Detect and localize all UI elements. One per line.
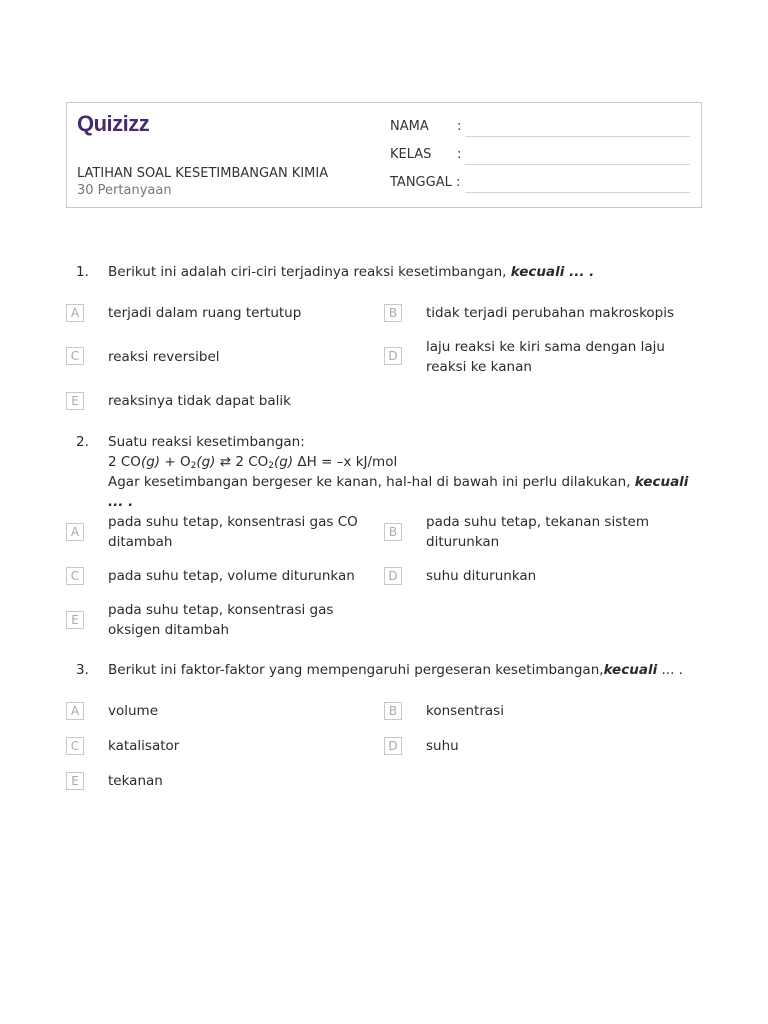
question-tail: ... . — [657, 662, 683, 678]
option-text: volume — [108, 703, 159, 719]
question-number: 1. — [76, 264, 89, 280]
worksheet-header — [66, 102, 702, 208]
date-line[interactable] — [465, 192, 690, 193]
question-tail: ... . — [564, 264, 595, 280]
class-label: KELAS — [390, 147, 432, 162]
name-field — [390, 119, 690, 139]
eq-enthalpy: ΔH = –x kJ/mol — [293, 454, 398, 470]
option-letter-c: C — [66, 347, 84, 365]
option-text: katalisator — [108, 738, 180, 754]
option-text: suhu — [426, 738, 459, 754]
eq-part: 2 CO — [108, 454, 141, 470]
option-text: tekanan — [108, 773, 163, 789]
equilibrium-arrow-icon: ⇄ — [215, 454, 236, 470]
name-label: NAMA — [390, 119, 429, 134]
eq-phase: (g) — [274, 454, 294, 470]
reaction-equation — [108, 452, 708, 472]
option-text: reaksi reversibel — [108, 349, 220, 365]
option-letter-e: E — [66, 611, 84, 629]
emphasis-kecuali: kecuali ... . — [108, 474, 689, 510]
option-letter-a: A — [66, 523, 84, 541]
class-line[interactable] — [465, 164, 690, 165]
option-text: pada suhu tetap, tekanan sistem diturunkan — [426, 514, 649, 550]
option-letter-b: B — [384, 523, 402, 541]
option-letter-d: D — [384, 567, 402, 585]
name-line[interactable] — [465, 136, 690, 137]
question-stem: Berikut ini faktor-faktor yang mempengaruhi pergeseran kesetimbangan, — [108, 662, 604, 678]
question-stem — [108, 472, 708, 512]
option-letter-d: D — [384, 347, 402, 365]
option-letter-b: B — [384, 702, 402, 720]
question-text — [108, 660, 708, 680]
date-label: TANGGAL — [390, 175, 452, 190]
option-text: reaksinya tidak dapat balik — [108, 393, 291, 409]
eq-phase: (g) — [196, 454, 216, 470]
date-colon: : — [456, 175, 461, 190]
class-colon: : — [457, 147, 462, 162]
quizizz-logo: Quizizz — [77, 111, 150, 136]
name-colon: : — [457, 119, 462, 134]
option-letter-a: A — [66, 702, 84, 720]
question-text — [108, 432, 708, 512]
eq-subscript: 2 — [268, 461, 274, 471]
option-letter-a: A — [66, 304, 84, 322]
option-letter-d: D — [384, 737, 402, 755]
question-number: 2. — [76, 434, 89, 450]
option-text: konsentrasi — [426, 703, 504, 719]
option-text: tidak terjadi perubahan makroskopis — [426, 305, 675, 321]
eq-part: 2 CO — [235, 454, 269, 470]
question-stem-text: Agar kesetimbangan bergeser ke kanan, hal-hal di bawah ini perlu dilakukan, — [108, 474, 635, 490]
option-text: laju reaksi ke kiri sama dengan laju reaksi ke kanan — [426, 339, 665, 375]
option-letter-c: C — [66, 737, 84, 755]
question-number: 3. — [76, 662, 89, 678]
date-field — [390, 175, 690, 195]
emphasis-kecuali: kecuali — [510, 264, 565, 280]
question-stem: Berikut ini adalah ciri-ciri terjadinya reaksi kesetimbangan, — [108, 264, 511, 280]
class-field — [390, 147, 690, 167]
question-count: 30 Pertanyaan — [77, 183, 172, 198]
question-text — [108, 262, 708, 282]
eq-part: + O — [160, 454, 191, 470]
emphasis-kecuali: kecuali — [603, 662, 658, 678]
option-text: terjadi dalam ruang tertutup — [108, 305, 302, 321]
eq-phase: (g) — [140, 454, 161, 470]
question-intro: Suatu reaksi kesetimbangan: — [108, 434, 305, 450]
option-letter-b: B — [384, 304, 402, 322]
option-text: pada suhu tetap, konsentrasi gas oksigen ditambah — [108, 602, 334, 638]
option-letter-e: E — [66, 772, 84, 790]
option-letter-c: C — [66, 567, 84, 585]
option-text: suhu diturunkan — [426, 568, 537, 584]
quiz-title: LATIHAN SOAL KESETIMBANGAN KIMIA — [77, 166, 329, 181]
option-letter-e: E — [66, 392, 84, 410]
eq-subscript: 2 — [190, 461, 197, 471]
option-text: pada suhu tetap, volume diturunkan — [108, 568, 355, 584]
option-text: pada suhu tetap, konsentrasi gas CO ditambah — [108, 514, 358, 550]
